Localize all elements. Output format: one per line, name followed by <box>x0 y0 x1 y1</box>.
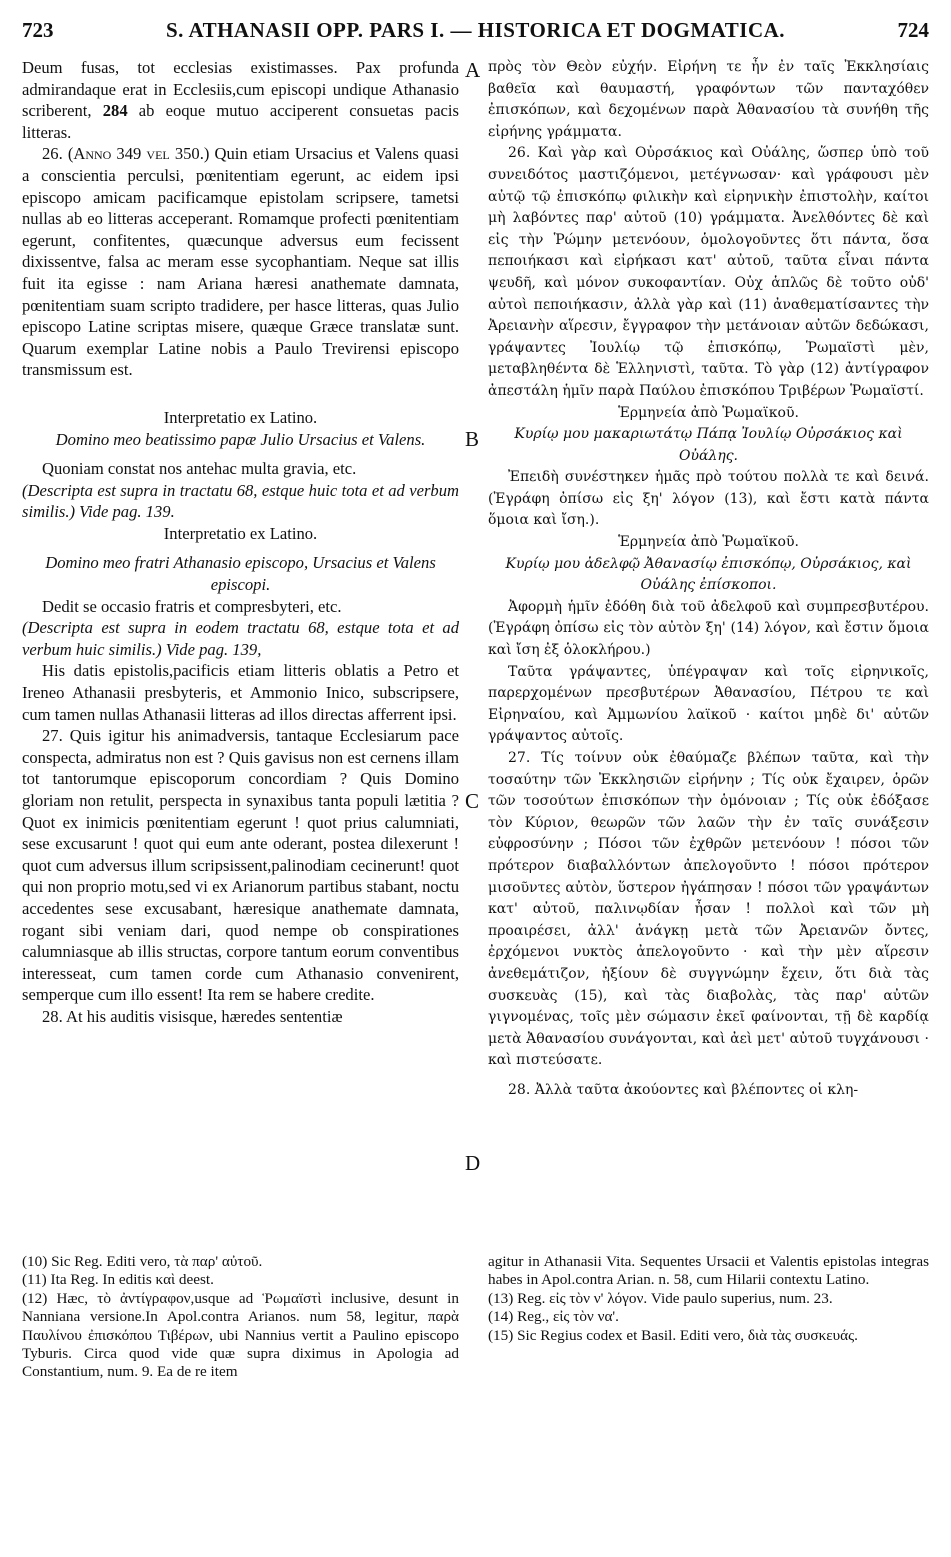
footnote: (11) Ita Reg. In editis καὶ deest. <box>22 1271 214 1289</box>
latin-para-1: Deum fusas, tot ecclesias existimasses. Pax profunda admirandaque erat in Ecclesiis,cum episcopi undique Athanasio scriberent, 284 ab eoque mutuo acciperent consuetas pacis litteras. <box>22 58 459 142</box>
footnote: (12) Hæc, τὸ ἀντίγραφον,usque ad Ῥωμαϊστὶ inclusive, desunt in Nanniana versione.In Apol.contra Arianos. num 58, legitur, παρὰ Παυλίνου ἐπισκόπου Τιβέρων, ubi Nannius vertit a Paulino episcopo Tyburis. Circa quod vide quæ supra diximus in Apologia ad Constantium, num. 9. Ea de re item <box>22 1289 459 1381</box>
greek-para-26: 26. Καὶ γὰρ καὶ Οὐρσάκιος καὶ Οὐάλης, ὥσπερ ὑπὸ τοῦ συνειδότος μαστιζόμενοι, μετέγνωσαν· καὶ γράφουσι μὲν αὐτῷ τῷ ἐπισκόπῳ φιλικὴν καὶ εἰρηνικὴν ἐπιστολὴν, καίτοι μὴ λαβόντες παρ' αὐτοῦ (10) γράμματα. Ἀνελθόντες δὲ καὶ εἰς τὴν Ῥώμην μετενόουν, ὁμολογοῦντες ὅτι πάντα, ὅσα πεποιήκασι καὶ εἰρήκασι κατ' αὐτοῦ, ταῦτα εἶναι πάντα ψευδῆ, καὶ μόνον συκοφαντίαν. Οὐχ ἁπλῶς δὲ τοῦτο οὐδ' αὐτοὶ πεποιήκασιν, ἀλλὰ γὰρ καὶ (11) ἀναθεματίσαντες τὴν Ἀρειανὴν αἵρεσιν, ἔγγραφον τὴν μετάνοιαν αὐτῶν δεδώκασι, γράψαντες Ἰουλίῳ τῷ ἐπισκόπῳ, Ῥωμαϊστὶ μὲν, μεταβληθέντα δὲ Ἑλληνιστὶ, ταῦτα. Τὸ γὰρ (12) ἀντίγραφον ἀπεστάλη ἡμῖν παρὰ Παύλου ἐπισκόπου Τριβέρων Ῥωμαϊστί. <box>488 145 929 399</box>
latin-interp-heading-2: Interpretatio ex Latino. <box>163 523 318 543</box>
column-number: 284 <box>102 101 128 121</box>
page-header <box>22 14 929 48</box>
margin-marker-c: C <box>465 789 480 813</box>
greek-para-28: 28. Ἀλλὰ ταῦτα ἀκούοντες καὶ βλέποντες οἱ κλη- <box>508 1081 859 1098</box>
greek-para-1: πρὸς τὸν Θεὸν εὐχήν. Εἰρήνη τε ἦν ἐν ταῖς Ἐκκλησίαις βαθεῖα καὶ θαυμαστή, γραφόντων τῶν πανταχόθεν ἐπισκόπων, καὶ δεχομένων παρὰ Ἀθανασίου τὰ συνήθη τῆς εἰρήνης γράμματα. <box>488 59 929 140</box>
latin-quote-2-note: (Descripta est supra in eodem tractatu 68, estque tota et ad verbum huic similis.) Vide pag. 139, <box>22 618 459 659</box>
latin-para-3: His datis epistolis,pacificis etiam litteris oblatis a Petro et Ireneo Athanasii presbyteris, et Ammonio Inico, subscripsere, cum tamen nullas Athanasii litteras ad illos directas afferrent ipsi. <box>22 661 459 724</box>
running-title: S. ATHANASII OPP. PARS I. — HISTORICA ET DOGMATICA. <box>165 18 786 42</box>
latin-para-28: 28. At his auditis visisque, hæredes sententiæ <box>42 1006 343 1026</box>
latin-para-27: 27. Quis igitur his animadversis, tantaque Ecclesiarum pace conspecta, admiratus non est ? Quis gavisus non est cernens illam tot tantorumque episcoporum concordiam ? Quis Domino gloriam non retulit, perspecta in synaxibus tanta populi lætitia ? Quot ex inimicis pœnitentiam egerunt ! quot prius calumniati, sese excusarunt ! quot qui eum ante oderant, postea dilexerunt ! quot cum adversus illum scripsissent,palinodiam cecinerunt! quot qui non proprio motu,sed vi ex Arianorum partibus stabant, noctu accedentes sese excusabant, hæresique anathemate damnata, rogant sibi veniam dari, quod nempe ob conspirationes calumniasque ab illis structas, corpore tantum eorum conventibus interesseat, cum tamen corde cum Athanasio convenirent, semperque cum illo essent! Ita rem se habere credite. <box>22 726 459 1005</box>
footnotes-right <box>488 1253 929 1345</box>
greek-para-3: Ταῦτα γράψαντες, ὑπέγραψαν καὶ τοῖς εἰρηνικοῖς, παρερχομένων πρεσβυτέρων Ἀθανασίου, Πέτρου τε καὶ Εἰρηναίου, καὶ Ἀμμωνίου λαϊκοῦ · καίτοι μηδὲ δι' αὐτῶν γράψαντος αὐτοῖς. <box>488 663 929 745</box>
footnote: (10) Sic Reg. Editi vero, τὰ παρ' αὐτοῦ. <box>22 1253 263 1270</box>
greek-interp-heading-1: Ἑρμηνεία ἀπὸ Ῥωμαϊκοῦ. <box>618 404 799 421</box>
page-number-right: 724 <box>897 18 929 42</box>
greek-quote-2: Ἀφορμὴ ἡμῖν ἐδόθη διὰ τοῦ ἀδελφοῦ καὶ συμπρεσβυτέρου. (Ἐγράφη ὀπίσω εἰς τὸν αὐτὸν ξη' (14) λόγον, καὶ ἔστιν ὅμοια καὶ ἴση ἐξ ὁλοκλήρου.) <box>488 598 929 659</box>
latin-quote-2: Dedit se occasio fratris et compresbyteri, etc. <box>42 596 342 616</box>
greek-interp-heading-2: Ἑρμηνεία ἀπὸ Ῥωμαϊκοῦ. <box>618 534 799 551</box>
footnote: agitur in Athanasii Vita. Sequentes Ursacii et Valentis epistolas integras habes in Apol.contra Arian. n. 58, cum Hilarii contextu Latino. <box>488 1253 929 1289</box>
latin-quote-1: Quoniam constat nos antehac multa gravia, etc. <box>42 459 357 479</box>
latin-address-1: Domino meo beatissimo papæ Julio Ursacius et Valens. <box>55 429 426 449</box>
greek-quote-1: Ἐπειδὴ συνέστηκεν ἡμᾶς πρὸ τούτου πολλὰ τε καὶ δεινά. (Ἐγράφη ὀπίσω εἰς ξη' λόγον (13), καὶ ἔστι κατὰ πάντα ὅμοια καὶ ἴση.). <box>488 469 929 529</box>
greek-column <box>488 57 929 1102</box>
footnotes-left <box>22 1253 459 1382</box>
footnote: (14) Reg., εἰς τὸν να'. <box>488 1308 619 1326</box>
latin-interp-heading-1: Interpretatio ex Latino. <box>163 407 318 427</box>
latin-quote-1-note: (Descripta est supra in tractatu 68, estque huic tota et ad verbum similis.) Vide pag. 139. <box>22 480 459 522</box>
date-note: Anno 349 vel 350. <box>73 144 204 164</box>
latin-column <box>22 57 459 1028</box>
latin-para-26: 26. (Anno 349 vel 350.) Quin etiam Ursacius et Valens quasi a conscientia perculsi, pœnitentiam egerunt, ac eidem ipsi episcopo amicam pacificamque epistolam scripsere, tametsi nullas ab eo litteras acceperant. Romamque profecti pœnitentiam egerunt, confitentes, quæcunque adversus eum fecissent dixissentve, falsa ac meram esse sycophantiam. Neque sat illis fuit ita egisse : nam Ariana hæresi anathemate damnata, pœnitentiam suam scripto tradidere, per hasce litteras, quas Julio episcopo Latine scriptas misere, quæque Græce translatæ sunt. Quarum exemplar Latine nobis a Paulo Trevirensi episcopo transmissum est. <box>22 144 459 380</box>
greek-address-1: Κυρίῳ μου μακαριωτάτῳ Πάπᾳ Ἰουλίῳ Οὐρσάκιος καὶ Οὐάλης. <box>514 426 903 464</box>
latin-address-2: Domino meo fratri Athanasio episcopo, Ursacius et Valens episcopi. <box>45 553 436 595</box>
footnote: (15) Sic Regius codex et Basil. Editi vero, διὰ τὰς συσκευάς. <box>488 1326 858 1344</box>
page-number-left: 723 <box>22 18 54 42</box>
greek-para-27: 27. Τίς τοίνυν οὐκ ἐθαύμαζε βλέπων ταῦτα, καὶ τὴν τοσαύτην τῶν Ἐκκλησιῶν εἰρήνην ; Τίς οὐκ ἔχαιρεν, ὁρῶν τῶν τοσούτων ἐπισκόπων τὴν ὁμόνοιαν ; Τίς οὐκ ἐδόξασε τὸν Κύριον, θεωρῶν τῶν λαῶν τὴν ἐν ταῖς συνάξεσιν εὐφροσύνην ; Πόσοι τῶν ἐχθρῶν μετενόουν ! πόσοι τῶν πρότερον διαβαλλόντων ἀπελογοῦντο ! πόσοι πρότερον μισοῦντες αὐτὸν, ὕστερον ἠγάπησαν ! πόσοι τῶν γραψάντων κατ' αὐτοῦ, παλινῳδίαν ἦσαν ! πολλοὶ καὶ τῶν μὴ προαιρέσει, ἀλλ' ἀνάγκῃ μετὰ τῶν Ἀρειανῶν ὄντες, ἐρχόμενοι νυκτὸς ἀπελογοῦντο · καὶ τὴν μὲν αἵρεσιν ἀνεθεμάτιζον, ἠξίουν δὲ συγγνώμην ἔχειν, ὅτι διὰ τὰς συσκευὰς (15), καὶ τὰς διαβολὰς, τὰς παρ' αὐτῶν γιγνομένας, τοῖς μὲν σώμασιν ἐκεῖ φαίνονται, τῇ δὲ καρδίᾳ μετὰ Ἀθανασίου συνάγονται, καὶ ἀεὶ μετ' αὐτοῦ τυγχάνουσι · καὶ πιστεύσατε. <box>488 750 929 1069</box>
footnote: (13) Reg. εἰς τὸν ν' λόγον. Vide paulo superius, num. 23. <box>488 1289 833 1307</box>
margin-marker-b: B <box>465 427 480 451</box>
margin-marker-d: D <box>465 1151 481 1175</box>
margin-marker-a: A <box>465 58 481 82</box>
greek-address-2: Κυρίῳ μου ἀδελφῷ Ἀθανασίῳ ἐπισκόπῳ, Οὐρσάκιος, καὶ Οὐάλης ἐπίσκοποι. <box>505 555 912 594</box>
